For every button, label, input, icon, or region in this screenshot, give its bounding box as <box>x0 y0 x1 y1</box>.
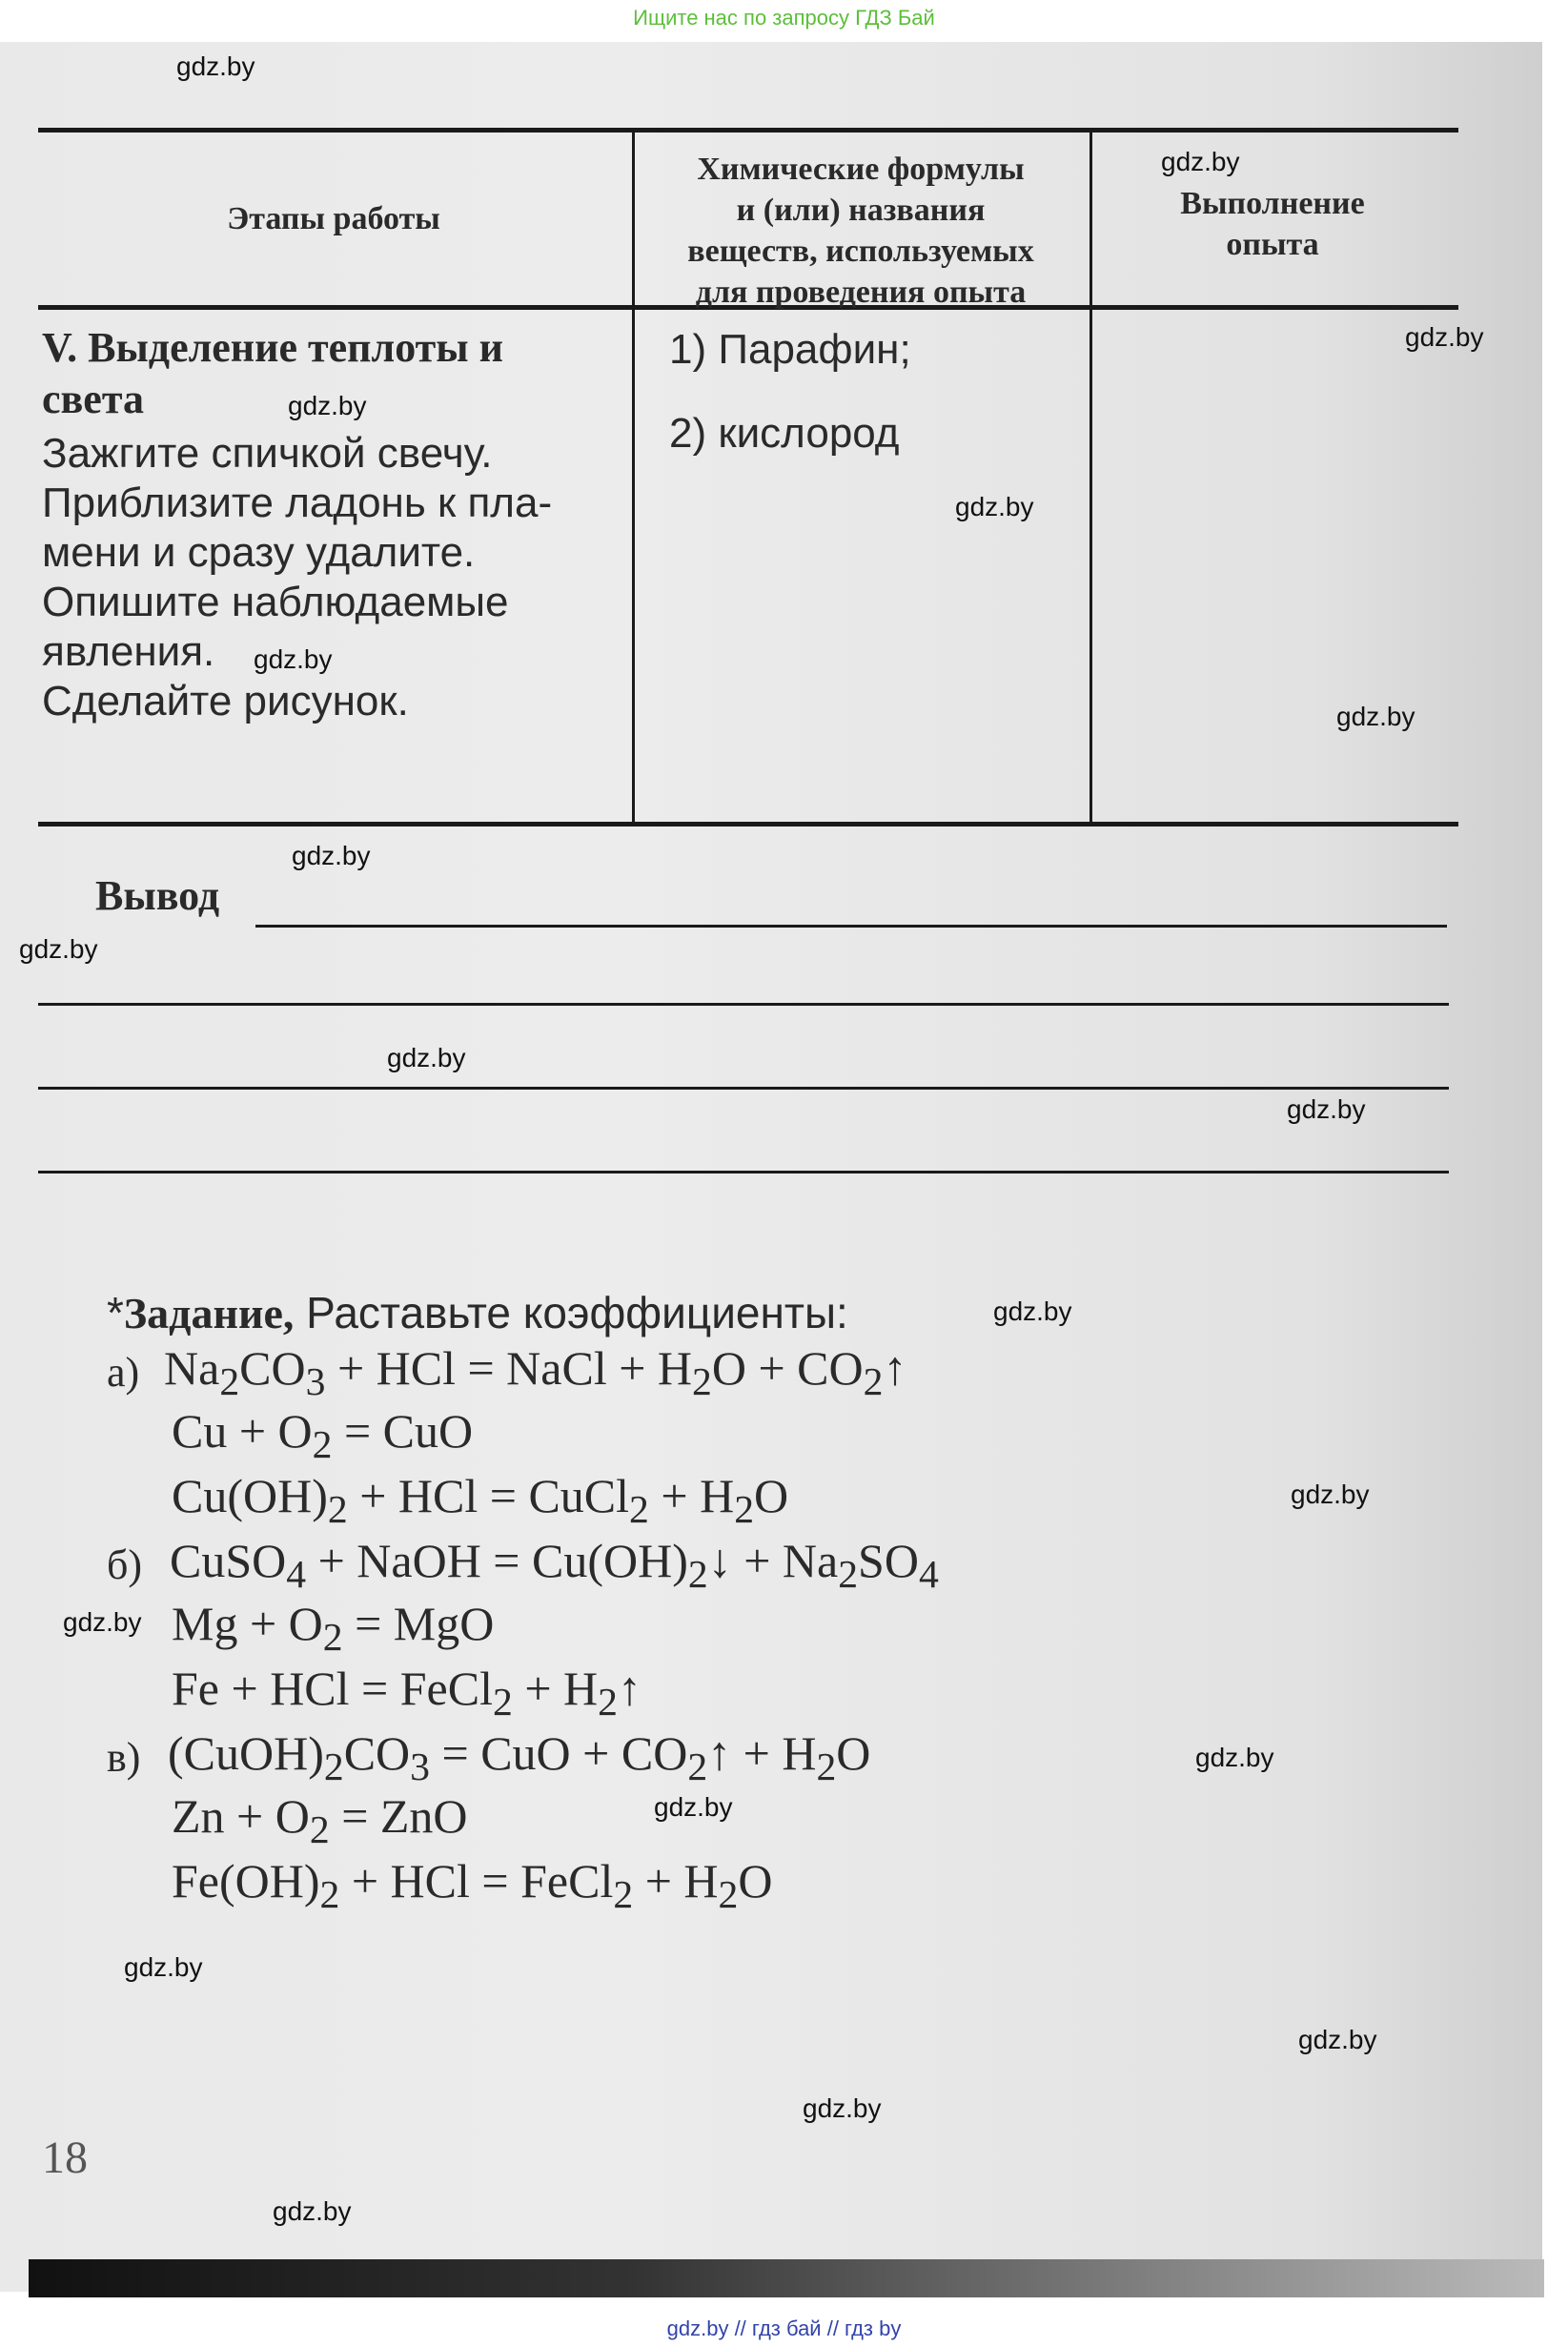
header-substances-line4: для проведения опыта <box>695 275 1027 310</box>
watermark: gdz.by <box>993 1296 1072 1326</box>
conclusion-line-2 <box>38 1003 1449 1006</box>
conclusion-label: Вывод <box>95 872 220 919</box>
instruction-line: Приблизите ладонь к пла- <box>42 480 553 526</box>
watermark: gdz.by <box>288 391 367 420</box>
watermark: gdz.by <box>1161 147 1240 176</box>
watermark: gdz.by <box>1195 1743 1274 1772</box>
watermark: gdz.by <box>63 1607 142 1637</box>
assignment-star: * <box>107 1288 124 1337</box>
instruction-line: мени и сразу удалите. <box>42 529 476 576</box>
header-stages <box>153 198 515 239</box>
conclusion-line-3 <box>38 1087 1449 1090</box>
watermark: gdz.by <box>273 2196 352 2226</box>
equation: $Mg + O_2$ = MgO <box>172 1597 495 1660</box>
header-execution-line1: Выполнение <box>1180 186 1365 221</box>
instruction-line: Зажгите спичкой свечу. <box>42 430 493 477</box>
instruction-line: явления. <box>42 628 215 675</box>
group-v-label: в) <box>107 1734 141 1781</box>
equation: $Na_2CO_3$ + HCl = NaCl + $H_2O$ + $CO_2↑$ <box>164 1341 907 1404</box>
top-banner[interactable]: Ищите нас по запросу ГДЗ Бай <box>633 6 935 30</box>
header-substances <box>637 149 1085 313</box>
instruction-line: Сделайте рисунок. <box>42 678 409 725</box>
header-execution <box>1096 183 1449 265</box>
substance-1: 1) Парафин; <box>669 326 911 373</box>
header-substances-line3: веществ, используемых <box>687 234 1034 269</box>
equation: Fe + HCl = FeCl$_2$ + $H_2↑$ <box>172 1662 641 1725</box>
bottom-banner[interactable]: gdz.by // гдз бай // гдз by <box>666 2316 902 2340</box>
equation: $(CuOH)_2CO_3$ = CuO + $CO_2↑ + H_2O$ <box>168 1726 871 1789</box>
table-col-divider-1 <box>632 130 635 826</box>
equation: $Fe(OH)_2$ + HCl = FeCl$_2$ + $H_2O$ <box>172 1854 773 1917</box>
conclusion-line-1 <box>255 925 1447 928</box>
header-stages-text: Этапы работы <box>227 201 440 236</box>
assignment-heading <box>107 1287 848 1338</box>
header-substances-line1: Химические формулы <box>697 152 1025 187</box>
equation: $Cu + O_2$ = CuO <box>172 1404 474 1467</box>
watermark: gdz.by <box>292 841 371 870</box>
group-b-label: б) <box>107 1541 143 1588</box>
equation: $Cu(OH)_2$ + HCl = CuCl$_2$ + $H_2O$ <box>172 1469 789 1532</box>
stage-title <box>42 322 503 425</box>
conclusion-line-4 <box>38 1171 1449 1174</box>
stage-instructions <box>42 429 552 726</box>
header-execution-line2: опыта <box>1226 227 1319 262</box>
watermark: gdz.by <box>955 492 1034 521</box>
watermark: gdz.by <box>1287 1094 1366 1124</box>
table-bottom-rule <box>38 822 1458 827</box>
page-number: 18 <box>42 2133 88 2183</box>
assignment-bold: Задание, <box>123 1289 295 1337</box>
equation: CuSO$_4$ + NaOH = $Cu(OH)_2↓ + Na_2SO_4$ <box>170 1534 939 1597</box>
watermark: gdz.by <box>124 1952 203 1982</box>
watermark: gdz.by <box>1291 1480 1370 1509</box>
header-substances-line2: и (или) названия <box>736 193 986 228</box>
substance-2: 2) кислород <box>669 410 900 457</box>
watermark: gdz.by <box>254 644 333 674</box>
watermark: gdz.by <box>1298 2025 1377 2054</box>
watermark: gdz.by <box>803 2093 882 2123</box>
table-col-divider-2 <box>1089 130 1092 826</box>
watermark: gdz.by <box>19 934 98 964</box>
watermark: gdz.by <box>176 51 255 81</box>
stage-title-line2: света <box>42 376 144 422</box>
page-edge-shadow <box>29 2259 1544 2297</box>
table-top-rule <box>38 128 1458 133</box>
equation: $Zn + O_2$ = ZnO <box>172 1789 468 1852</box>
watermark: gdz.by <box>1405 322 1484 352</box>
assignment-text: Раставьте коэффициенты: <box>294 1288 848 1337</box>
watermark: gdz.by <box>1336 702 1415 731</box>
stage-title-line1: V. Выделение теплоты и <box>42 324 503 371</box>
group-a-label: а) <box>107 1349 140 1396</box>
instruction-line: Опишите наблюдаемые <box>42 579 509 625</box>
watermark: gdz.by <box>387 1043 466 1072</box>
watermark: gdz.by <box>654 1792 733 1822</box>
